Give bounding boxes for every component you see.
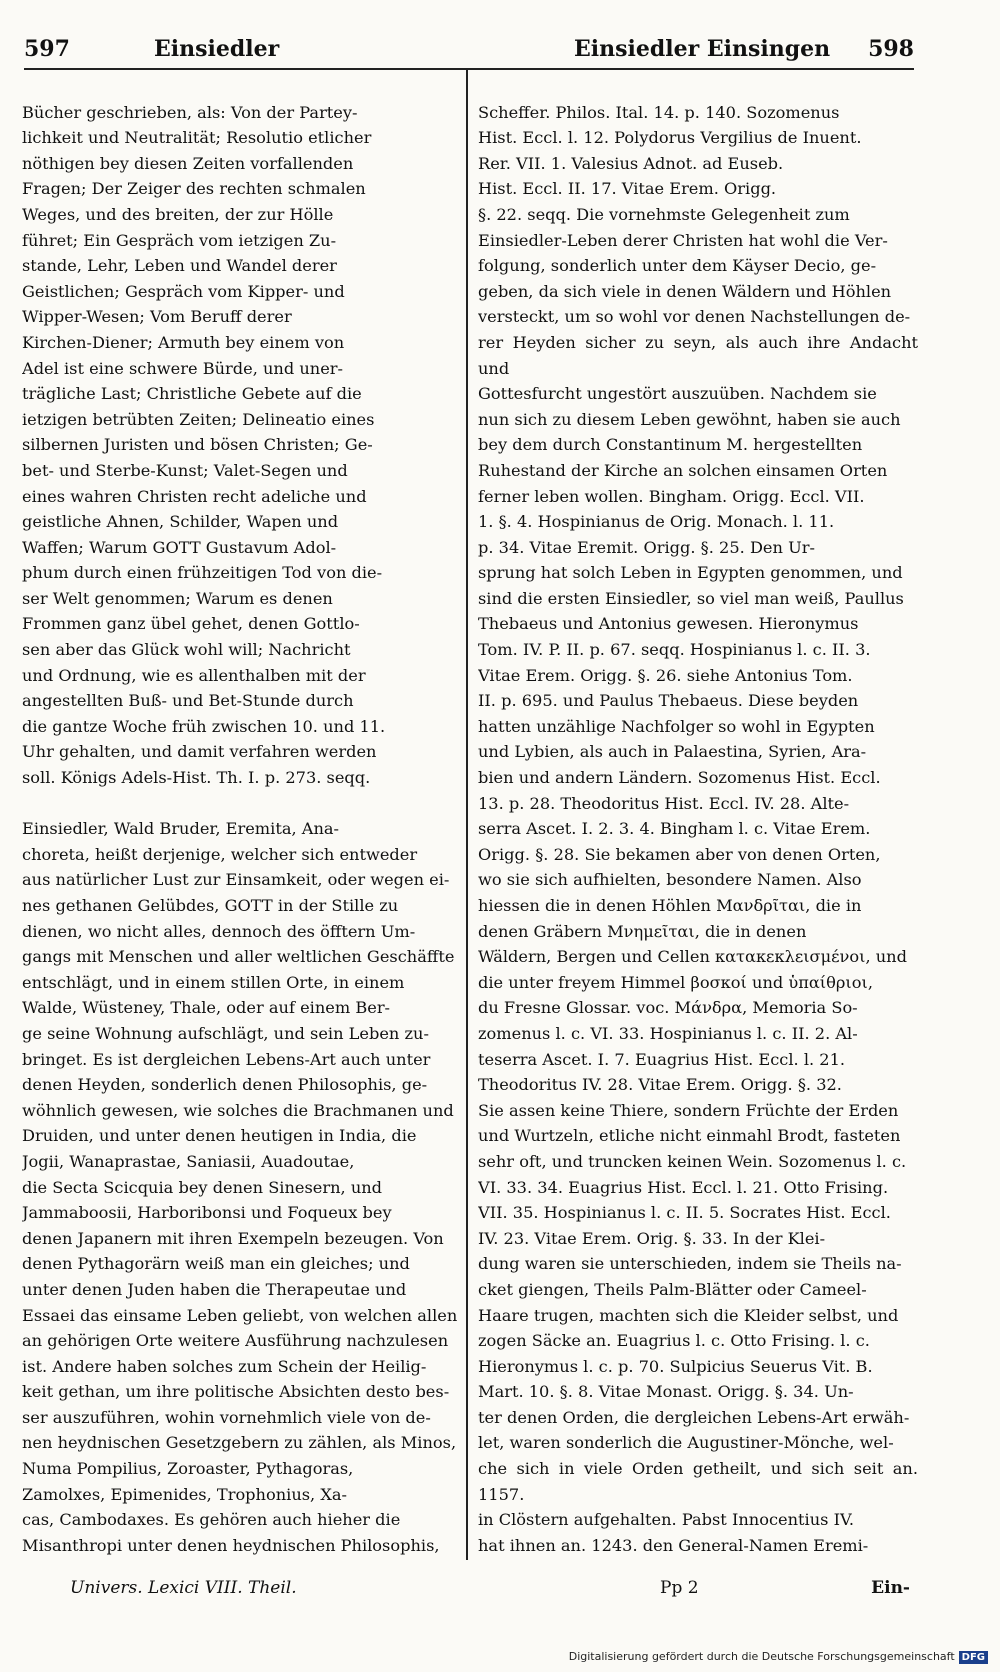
dfg-logo-icon: DFG (959, 1651, 988, 1664)
running-header (24, 30, 914, 70)
page-number-right: 598 (868, 36, 914, 62)
paragraph: Einsiedler, Wald Bruder, Eremita, Ana- choreta, heißt derjenige, welcher sich entweder aus natürlicher Lust zur Einsamkeit, oder wegen ei- nes gethanen Gelübdes, GOTT in der Stille zu dienen, wo nicht alles, dennoch des öfftern Um- gangs mit Menschen und aller weltlichen Geschäffte entschlägt, und in einem stillen Orte, in einem Walde, Wüsteney, Thale, oder auf einem Ber- ge seine Wohnung aufschlägt, und sein Leben zu- bringet. Es ist dergleichen Lebens-Art auch unter denen Heyden, sonderlich denen Philosophis, ge- wöhnlich gewesen, wie solches die Brachmanen und Druiden, und unter denen heutigen in India, die Jogii, Wanaprastae, Saniasii, Auadoutae, die Secta Scicquia bey denen Sinesern, und Jammaboosii, Harboribonsi und Foqueux bey denen Japanern mit ihren Exempeln bezeugen. Von denen Pythagorärn weiß man ein gleiches; und unter denen Juden haben die Therapeutae und Essaei das einsame Leben geliebt, von welchen allen an gehörigen Orte weitere Ausführung nachzulesen ist. Andere haben solches zum Schein der Heilig- keit gethan, um ihre politische Absichten desto bes- ser auszuführen, wohin vornehmlich viele von de- nen heydnischen Gesetzgebern zu zählen, als Minos, Numa Pompilius, Zoroaster, Pythagoras, Zamolxes, Epimenides, Trophonius, Xa- cas, Cambodaxes. Es gehören auch hieher die Misanthropi unter denen heydnischen Philosophis, (22, 819, 458, 1555)
gathering-signature: Pp 2 (660, 1578, 699, 1598)
right-column (478, 74, 918, 1560)
digitization-credit (569, 1650, 988, 1664)
running-title-left: Einsiedler (154, 36, 280, 62)
running-title-right: Einsiedler Einsingen (574, 36, 831, 62)
credit-text: Digitalisierung gefördert durch die Deutsche Forschungsgemeinschaft (568, 1650, 955, 1663)
column-divider (466, 70, 468, 1560)
catchword: Ein- (871, 1578, 910, 1598)
signature-mark: Univers. Lexici VIII. Theil. (70, 1578, 297, 1598)
left-column (22, 74, 462, 1560)
header-rule (24, 68, 914, 70)
paragraph: Bücher geschrieben, als: Von der Partey- lichkeit und Neutralität; Resolutio etlicher nöthigen bey diesen Zeiten vorfallenden Fragen; Der Zeiger des rechten schmalen Weges, und des breiten, der zur Hölle führet; Ein Gespräch vom ietzigen Zu- stande, Lehr, Leben und Wandel derer Geistlichen; Gespräch vom Kipper- und Wipper-Wesen; Vom Beruff derer Kirchen-Diener; Armuth bey einem von Adel ist eine schwere Bürde, und uner- trägliche Last; Christliche Gebete auf die ietzigen betrübten Zeiten; Delineatio eines silbernen Juristen und bösen Christen; Ge- bet- und Sterbe-Kunst; Valet-Segen und eines wahren Christen recht adeliche und geistliche Ahnen, Schilder, Wapen und Waffen; Warum GOTT Gustavum Adol- phum durch einen frühzeitigen Tod von die- ser Welt genommen; Warum es denen Frommen ganz übel gehet, denen Gottlo- sen aber das Glück wohl will; Nachricht und Ordnung, wie es allenthalben mit der angestellten Buß- und Bet-Stunde durch die gantze Woche früh zwischen 10. und 11. Uhr gehalten, und damit verfahren werden soll. Königs Adels-Hist. Th. I. p. 273. seqq. (22, 102, 386, 788)
paragraph: Scheffer. Philos. Ital. 14. p. 140. Sozomenus Hist. Eccl. l. 12. Polydorus Vergilius de Inuent. Rer. VII. 1. Valesius Adnot. ad Euseb. Hist. Eccl. II. 17. Vitae Erem. Origg. §. 22. seqq. Die vornehmste Gelegenheit zum Einsiedler-Leben derer Christen hat wohl die Ver- folgung, sonderlich unter dem Käyser Decio, ge- geben, da sich viele in denen Wäldern und Höhlen versteckt, um so wohl vor denen Nachstellungen de- rer Heyden sicher zu seyn, als auch ihre Andacht und Gottesfurcht ungestört auszuüben. Nachdem sie nun sich zu diesem Leben gewöhnt, haben sie auch bey dem durch Constantinum M. hergestellten Ruhestand der Kirche an solchen einsamen Orten ferner leben wollen. Bingham. Origg. Eccl. VII. 1. §. 4. Hospinianus de Orig. Monach. l. 11. p. 34. Vitae Eremit. Origg. §. 25. Den Ur- sprung hat solch Leben in Egypten genommen, und sind die ersten Einsiedler, so viel man weiß, Paullus Thebaeus und Antonius gewesen. Hieronymus Tom. IV. P. II. p. 67. seqq. Hospinianus l. c. II. 3. Vitae Erem. Origg. §. 26. siehe Antonius Tom. II. p. 695. und Paulus Thebaeus. Diese beyden hatten unzählige Nachfolger so wohl in Egypten und Lybien, als auch in Palaestina, Syrien, Ara- bien und andern Ländern. Sozomenus Hist. Eccl. 13. p. 28. Theodoritus Hist. Eccl. IV. 28. Alte- serra Ascet. I. 2. 3. 4. Bingham l. c. Vitae Erem. Origg. §. 28. Sie bekamen aber von denen Orten, wo sie sich aufhielten, besondere Namen. Also hiessen die in denen Höhlen Μανδρῖται, die in denen Gräbern Μνημεῖται, die in denen Wäldern, Bergen und Cellen κατακεκλεισμένοι, und die unter freyem Himmel βοσκοί und ὑπαίθριοι, du Fresne Glossar. voc. Μάνδρα, Memoria So- zomenus l. c. VI. 33. Hospinianus l. c. II. 2. Al- teserra Ascet. I. 7. Euagrius Hist. Eccl. l. 21. Theodoritus IV. 28. Vitae Erem. Origg. §. 32. Sie assen keine Thiere, sondern Früchte der Erden und Wurtzeln, etliche nicht einmahl Brodt, fasteten sehr oft, und truncken keinen Wein. Sozomenus l. c. VI. 33. 34. Euagrius Hist. Eccl. l. 21. Otto Frising. VII. 35. Hospinianus l. c. II. 5. Socrates Hist. Eccl. IV. 23. Vitae Erem. Orig. §. 33. In der Klei- dung waren sie unterschieden, indem sie Theils na- cket giengen, Theils Palm-Blätter oder Cameel- Haare trugen, machten sich die Kleider selbst, und zogen Säcke an. Euagrius l. c. Otto Frising. l. c. Hieronymus l. c. p. 70. Sulpicius Seuerus Vit. B. Mart. 10. §. 8. Vitae Monast. Origg. §. 34. Un- ter denen Orden, die dergleichen Lebens-Art erwäh- let, waren sonderlich die Augustiner-Mönche, wel- che sich in viele Orden getheilt, und sich seit an. 1157. in Clöstern aufgehalten. Pabst Innocentius IV. hat ihnen an. 1243. den General-Namen Eremi- (478, 102, 918, 1555)
page-footer (40, 1578, 920, 1608)
page-number-left: 597 (24, 36, 70, 62)
